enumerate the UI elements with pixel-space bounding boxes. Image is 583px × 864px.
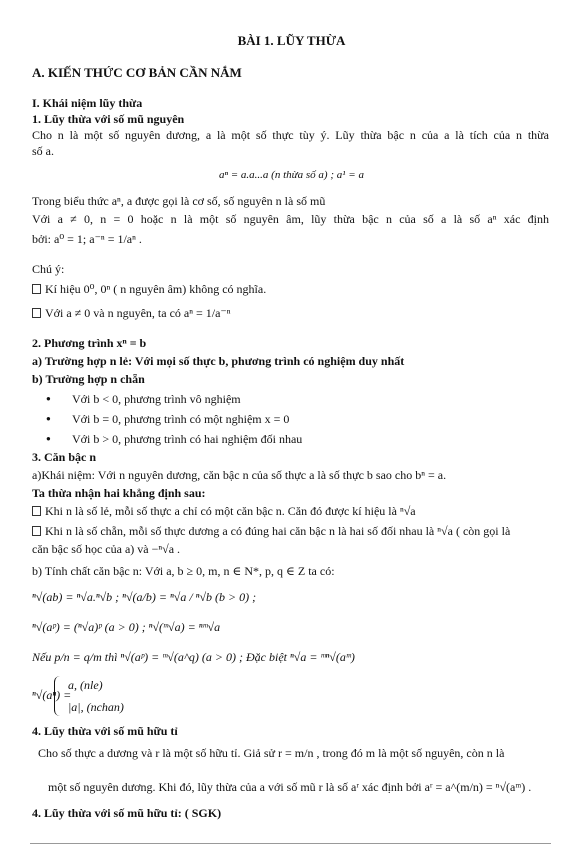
document-title: BÀI 1. LŨY THỪA xyxy=(237,33,346,48)
formula-root-properties-2: ⁿ√(aᵖ) = (ⁿ√a)ᵖ (a > 0) ; ⁿ√(ᵐ√a) = ⁿᵐ√a xyxy=(32,620,221,634)
note-item xyxy=(32,306,549,320)
paragraph-line: một số nguyên dương. Khi đó, lũy thừa của a với số mũ r là số aʳ xác định bởi aʳ = a^(m/n) = ⁿ√(aᵐ) . xyxy=(48,780,532,794)
list-item: ● Với b > 0, phương trình có hai nghiệm đối nhau xyxy=(72,432,549,446)
note-item xyxy=(32,504,549,518)
note-text: Khi n là số lẻ, mỗi số thực a chỉ có một căn bậc n. Căn đó được kí hiệu là ⁿ√a xyxy=(45,504,416,518)
list-item: ● Với b = 0, phương trình có một nghiệm x = 0 xyxy=(72,412,549,426)
note-item xyxy=(32,524,549,538)
formula-root-cases-lhs: ⁿ√(aⁿ) = xyxy=(32,688,72,702)
formula-root-properties-3: Nếu p/n = q/m thì ⁿ√(aᵖ) = ᵐ√(a^q) (a > 0) ; Đặc biệt ⁿ√a = ᵐⁿ√(aᵐ) xyxy=(32,650,355,664)
list-item: ● Với b < 0, phương trình vô nghiệm xyxy=(72,392,549,406)
paragraph-line: bởi: a⁰ = 1; a⁻ⁿ = 1/aⁿ . xyxy=(32,232,142,246)
note-text: Với a ≠ 0 và n nguyên, ta có aⁿ = 1/a⁻ⁿ xyxy=(45,306,231,320)
note-label: Chú ý: xyxy=(32,262,65,276)
footer-divider xyxy=(30,843,551,844)
paragraph-line: Ta thừa nhận hai khẳng định sau: xyxy=(32,486,206,500)
case-even-heading: b) Trường hợp n chẵn xyxy=(32,372,145,386)
note-item xyxy=(32,282,549,296)
formula-power-definition: aⁿ = a.a...a (n thừa số a) ; a¹ = a xyxy=(219,169,364,181)
subsection-3-heading: 3. Căn bậc n xyxy=(32,450,97,464)
section-i-heading: I. Khái niệm lũy thừa xyxy=(32,96,143,110)
paragraph-line: Trong biểu thức aⁿ, a được gọi là cơ số, số nguyên n là số mũ xyxy=(32,194,326,208)
paragraph-line: Cho n là một số nguyên dương, a là một số thực tùy ý. Lũy thừa bậc n của a là tích của n thừa xyxy=(32,128,549,142)
note-text: Kí hiệu 0⁰, 0ⁿ ( n nguyên âm) không có nghĩa. xyxy=(45,282,267,296)
subsection-2-heading: 2. Phương trình xⁿ = b xyxy=(32,336,147,350)
section-a-heading: A. KIẾN THỨC CƠ BẢN CẦN NẮM xyxy=(32,65,242,80)
paragraph-line: Với a ≠ 0, n = 0 hoặc n là một số nguyên âm, lũy thừa bậc n của số a là số aⁿ xác định xyxy=(32,212,549,226)
paragraph-line: căn bậc số học của a) và −ⁿ√a . xyxy=(32,542,181,556)
paragraph-line: a)Khái niệm: Với n nguyên dương, căn bậc n của số thực a là số thực b sao cho bⁿ = a. xyxy=(32,468,447,482)
checkbox-glyph-icon xyxy=(32,308,41,318)
checkbox-glyph-icon xyxy=(32,284,41,294)
paragraph-line: số a. xyxy=(32,144,54,158)
formula-root-properties-1: ⁿ√(ab) = ⁿ√a.ⁿ√b ; ⁿ√(a/b) = ⁿ√a / ⁿ√b (b > 0) ; xyxy=(32,590,257,604)
paragraph-line: Cho số thực a dương và r là một số hữu tỉ. Giả sử r = m/n , trong đó m là một số nguyên, còn n là xyxy=(38,746,505,760)
subsection-4-heading: 4. Lũy thừa với số mũ hữu tỉ xyxy=(32,724,178,738)
case-odd-heading: a) Trường hợp n lẻ: Với mọi số thực b, phương trình có nghiệm duy nhất xyxy=(32,354,405,368)
checkbox-glyph-icon xyxy=(32,526,41,536)
formula-case-even: |a|, (nchan) xyxy=(68,700,124,714)
note-text: Khi n là số chẵn, mỗi số thực dương a có đúng hai căn bậc n là hai số đối nhau là ⁿ√a ( còn gọi là xyxy=(45,524,511,538)
formula-case-odd: a, (nle) xyxy=(68,678,103,692)
paragraph-line: b) Tính chất căn bậc n: Với a, b ≥ 0, m, n ∈ N*, p, q ∈ Z ta có: xyxy=(32,564,335,578)
subsection-1-heading: 1. Lũy thừa với số mũ nguyên xyxy=(32,112,185,126)
checkbox-glyph-icon xyxy=(32,506,41,516)
subsection-4b-heading: 4. Lũy thừa với số mũ hữu tỉ: ( SGK) xyxy=(32,806,222,820)
case-brace xyxy=(54,676,65,716)
